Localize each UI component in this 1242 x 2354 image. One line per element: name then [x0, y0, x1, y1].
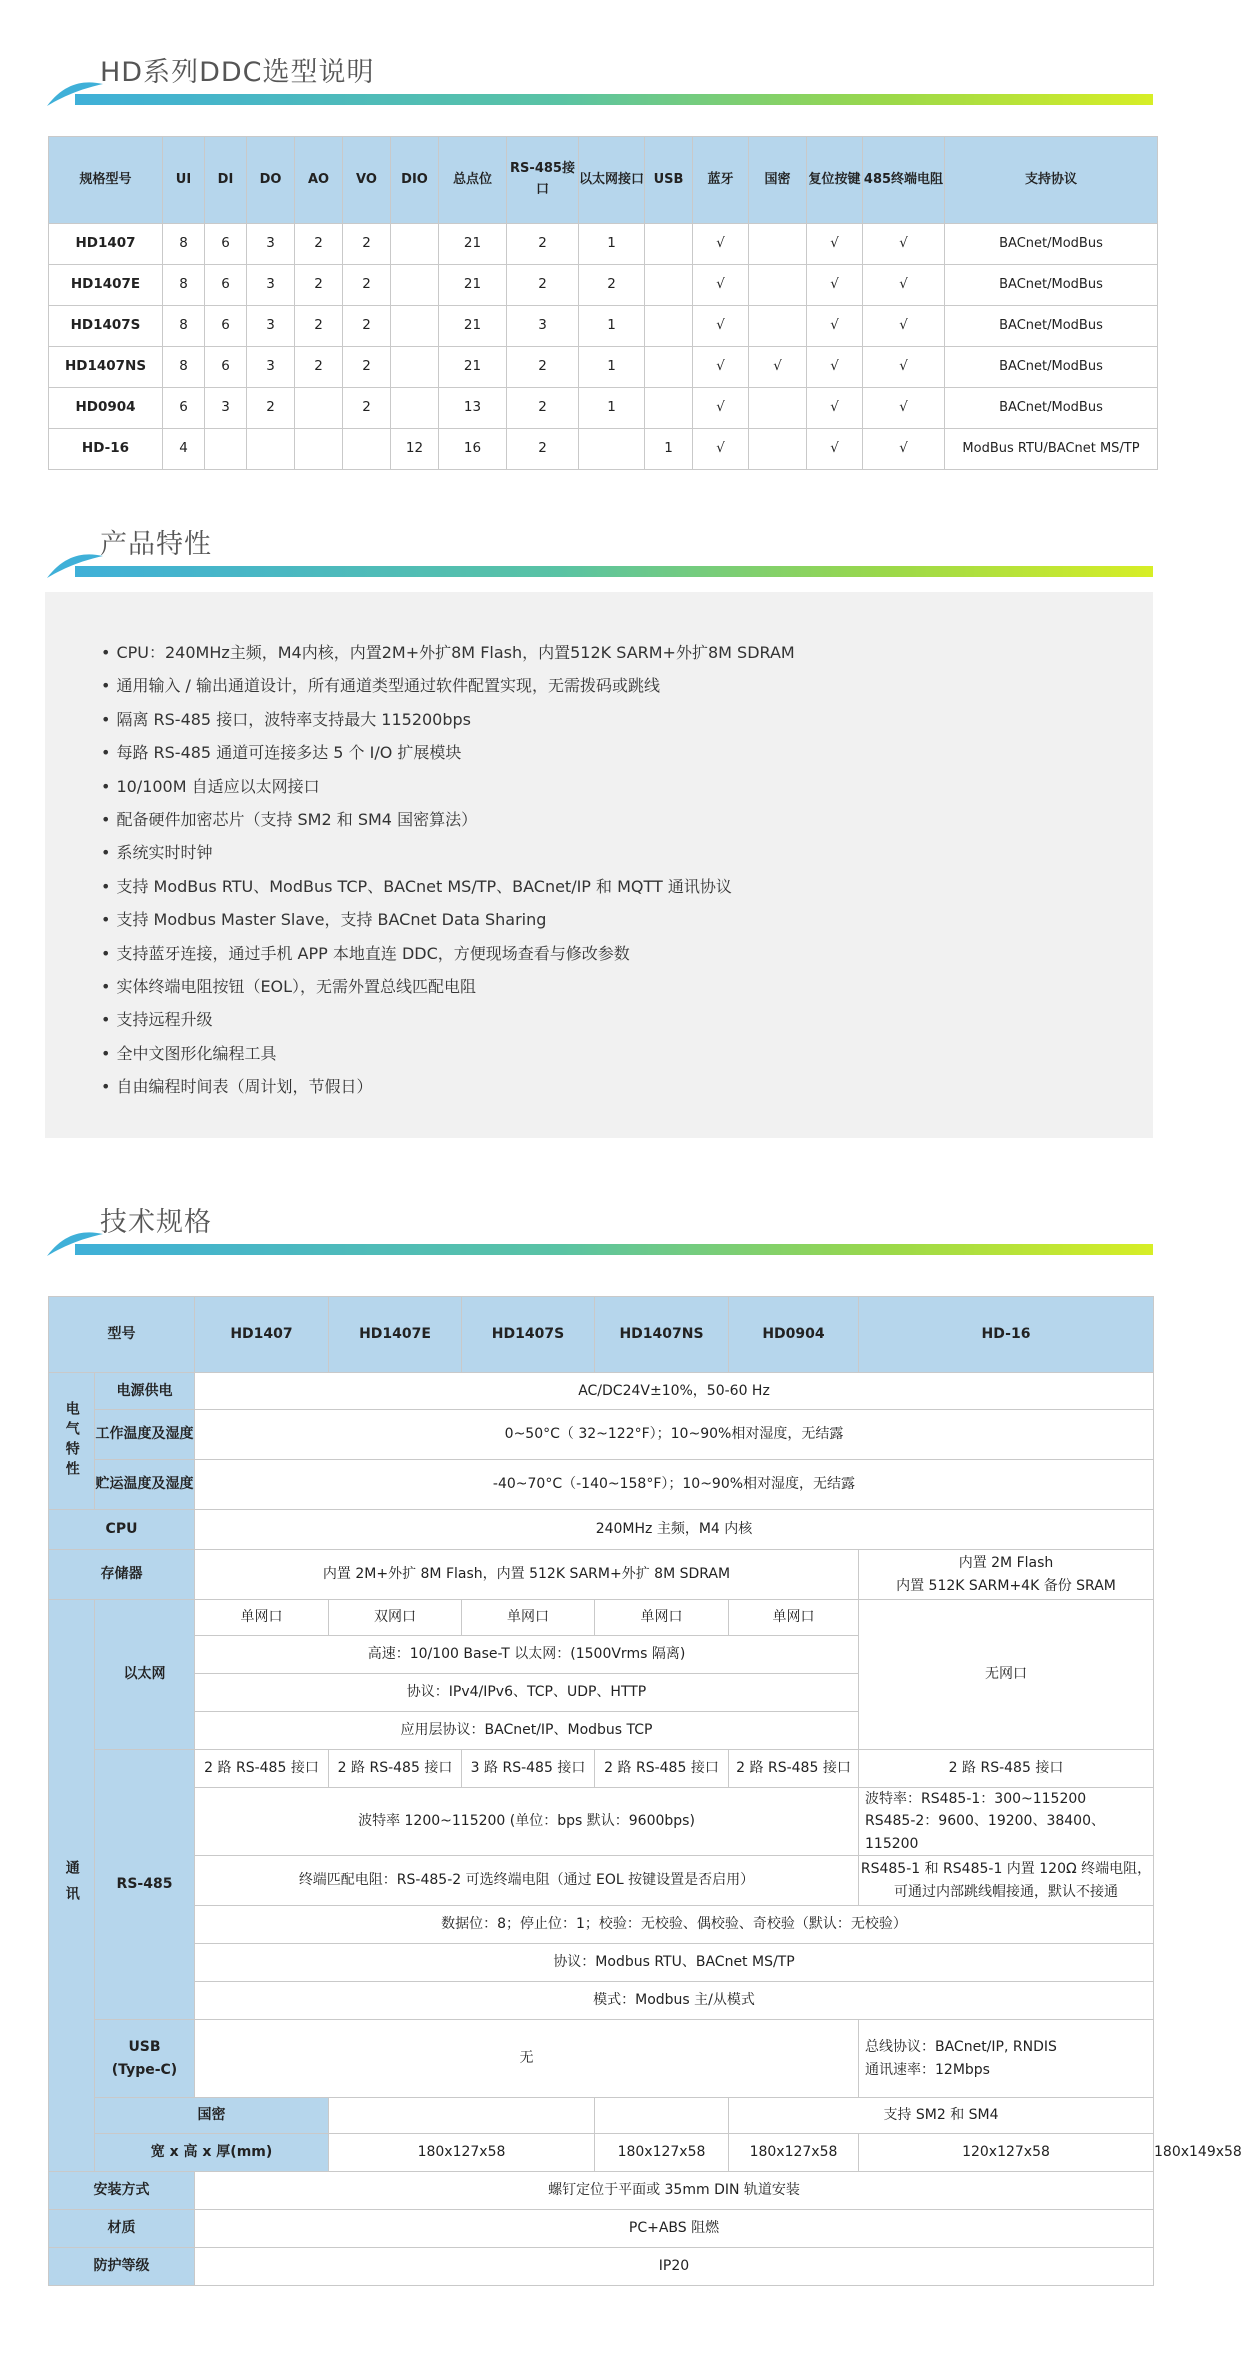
table-cell: √ [863, 388, 945, 429]
table-cell: 21 [439, 347, 507, 388]
table-header: DO [247, 137, 295, 224]
table-header: 国密 [749, 137, 807, 224]
table-cell: 2 [295, 265, 343, 306]
table-cell: √ [863, 347, 945, 388]
model-cell: HD-16 [49, 429, 163, 470]
eth-port: 双网口 [329, 1600, 462, 1636]
feature-item: • 自由编程时间表（周计划，节假日） [101, 1070, 795, 1103]
table-cell: 2 [507, 265, 579, 306]
st-temp-value: -40~70°C（-140~158°F）；10~90%相对湿度，无结露 [195, 1460, 1154, 1510]
table-cell: 2 [295, 224, 343, 265]
table-cell: 21 [439, 265, 507, 306]
table-cell: √ [749, 347, 807, 388]
rs485-baud: 波特率 1200~115200 (单位：bps 默认：9600bps) [195, 1788, 859, 1856]
eth-speed: 高速：10/100 Base-T 以太网：(1500Vrms 隔离) [195, 1636, 859, 1674]
rs485-proto: 协议：Modbus RTU、BACnet MS/TP [195, 1944, 1154, 1982]
table-cell: √ [693, 429, 749, 470]
feature-item: • 支持远程升级 [101, 1003, 795, 1036]
table-header: 485终端电阻 [863, 137, 945, 224]
table-cell [391, 265, 439, 306]
table-cell [391, 224, 439, 265]
table-row [49, 388, 1158, 429]
cpu-label: CPU [49, 1510, 195, 1550]
rs485-port: 3 路 RS-485 接口 [462, 1750, 595, 1788]
spec-model: HD0904 [729, 1297, 859, 1373]
table-cell: √ [693, 388, 749, 429]
table-header: 复位按键 [807, 137, 863, 224]
table-header: USB [645, 137, 693, 224]
table-cell: 1 [579, 388, 645, 429]
model-cell: HD1407NS [49, 347, 163, 388]
electrical-label: 电气特性 [49, 1373, 95, 1510]
spec-model: HD1407S [462, 1297, 595, 1373]
dims-value: 180x127x58 [329, 2134, 595, 2172]
term-line: RS485-1 和 RS485-1 内置 120Ω 终端电阻， [860, 1861, 1152, 1878]
table-cell: 8 [163, 347, 205, 388]
spec-model: HD1407 [195, 1297, 329, 1373]
section-title: 产品特性 [100, 529, 212, 560]
storage-value-hd16 [859, 1550, 1154, 1600]
table-cell: √ [807, 388, 863, 429]
cpu-value: 240MHz 主频，M4 内核 [195, 1510, 1154, 1550]
storage-line: 内置 512K SARM+4K 备份 SRAM [896, 1577, 1116, 1594]
table-cell: 3 [247, 347, 295, 388]
usb-label [95, 2020, 195, 2098]
table-cell [749, 265, 807, 306]
eth-port: 单网口 [729, 1600, 859, 1636]
usb-line: 通讯速率：12Mbps [865, 2061, 990, 2078]
table-cell: √ [807, 306, 863, 347]
gradient-bar [75, 566, 1153, 577]
table-cell: 2 [507, 224, 579, 265]
table-row [49, 265, 1158, 306]
dims-label: 宽 x 高 x 厚(mm) [95, 2134, 329, 2172]
usb-value: 无 [195, 2020, 859, 2098]
feature-item: • 隔离 RS-485 接口，波特率支持最大 115200bps [101, 703, 795, 736]
feature-list [101, 636, 795, 1103]
table-header: UI [163, 137, 205, 224]
feature-item: • 支持 Modbus Master Slave，支持 BACnet Data Sharing [101, 903, 795, 936]
spec-model: HD1407E [329, 1297, 462, 1373]
protect-value: IP20 [195, 2248, 1154, 2286]
table-cell [645, 224, 693, 265]
table-cell [205, 429, 247, 470]
table-cell: 1 [579, 306, 645, 347]
table-cell: 2 [507, 347, 579, 388]
rs485-port: 2 路 RS-485 接口 [729, 1750, 859, 1788]
table-cell: 2 [295, 347, 343, 388]
table-row [49, 306, 1158, 347]
gm-cell [595, 2098, 729, 2134]
table-cell [645, 388, 693, 429]
feature-item: • 支持蓝牙连接，通过手机 APP 本地直连 DDC，方便现场查看与修改参数 [101, 937, 795, 970]
table-cell [645, 265, 693, 306]
table-cell: 2 [295, 306, 343, 347]
table-cell: 6 [205, 347, 247, 388]
baud-line: RS485-2：9600、19200、38400、115200 [865, 1813, 1105, 1852]
table-cell: 21 [439, 224, 507, 265]
model-cell: HD0904 [49, 388, 163, 429]
spec-model: HD1407NS [595, 1297, 729, 1373]
table-header: VO [343, 137, 391, 224]
gm-label: 国密 [95, 2098, 329, 2134]
rs485-term: 终端匹配电阻：RS-485-2 可选终端电阻（通过 EOL 按键设置是否启用） [195, 1856, 859, 1906]
table-cell [749, 429, 807, 470]
table-cell: 2 [343, 265, 391, 306]
rs485-port: 2 路 RS-485 接口 [195, 1750, 329, 1788]
specs-table: 型号 HD1407 HD1407E HD1407S HD1407NS HD0904 HD-16 电气特性 电源供电 AC/DC24V±10%，50-60 Hz 工作温度及湿度 0~50°C（ 32~122°F）；10~90%相对湿度，无结露 贮运温度及湿度 -40~70°C（-140~158°F）；10~90%相对湿度，无结露 CPU 240MHz 主频，M4 内核 存储器 内置 2M+外扩 8M Flash，内置 512K SARM+外扩 8M SDRAM 内置 2M Flash 内置 512K SARM+4K 备份 SRAM 通讯 以太网 单网口 双网口 单网口 单网口 单网口 无网口 高速：10/100 Base-T 以太网：(1500Vrms 隔离) 协议：IPv4/IPv6、TCP、UDP、HTTP 应用层协议：BACnet/IP、Modbus TCP RS-485 2 路 RS-485 接口 2 路 RS-485 接口 3 路 RS-485 接口 2 路 RS-485 接口 2 路 RS-485 接口 2 路 RS-485 接口 波特率 1200~115200 (单位：bps 默认：9600bps) 波特率：RS485-1：300~115200 RS485-2：9600、19200、38400、115200 终端匹配电阻：RS-485-2 可选终端电阻（通过 EOL 按键设置是否启用） RS485-1 和 RS485-1 内置 120Ω 终端电阻， 可通过内部跳线帽接通，默认不接通 数据位：8；停止位：1；校验：无校验、偶校验、奇校验（默认：无校验） 协议：Modbus RTU、BACnet MS/TP 模式：Modbus 主/从模式 USB (Type-C) 无 总线协议：BACnet/IP, RNDIS 通讯速率：12Mbps 国密 支持 SM2 和 SM4 宽 x 高 x 厚(mm) 180x127x58 180x127x58 180x127x58 120x127x58 180x149x58 安装方式 螺钉定位于平面或 35mm DIN 轨道安装 材质 PC+ABS 阻燃 防护等级 IP20 [48, 1296, 1154, 2286]
table-cell: BACnet/ModBus [945, 265, 1158, 306]
eth-port: 单网口 [462, 1600, 595, 1636]
gradient-bar [75, 1244, 1153, 1255]
table-cell: 1 [645, 429, 693, 470]
table-cell [247, 429, 295, 470]
table-cell: 12 [391, 429, 439, 470]
table-cell: BACnet/ModBus [945, 347, 1158, 388]
eth-proto: 协议：IPv4/IPv6、TCP、UDP、HTTP [195, 1674, 859, 1712]
table-cell: BACnet/ModBus [945, 224, 1158, 265]
table-cell: 2 [343, 388, 391, 429]
section-title: 技术规格 [100, 1207, 212, 1238]
features-panel [45, 592, 1153, 1138]
op-temp-label: 工作温度及湿度 [95, 1410, 195, 1460]
table-header: 总点位 [439, 137, 507, 224]
table-cell [391, 388, 439, 429]
specs-section-header [45, 1200, 1153, 1260]
rs485-mode: 模式：Modbus 主/从模式 [195, 1982, 1154, 2020]
table-cell: 3 [507, 306, 579, 347]
table-cell: 8 [163, 306, 205, 347]
table-cell [749, 224, 807, 265]
table-cell [391, 306, 439, 347]
gm-value: 支持 SM2 和 SM4 [729, 2098, 1154, 2134]
table-header: DIO [391, 137, 439, 224]
feature-item: • CPU：240MHz主频，M4内核，内置2M+外扩8M Flash，内置512K SARM+外扩8M SDRAM [101, 636, 795, 669]
table-cell: 4 [163, 429, 205, 470]
model-cell: HD1407 [49, 224, 163, 265]
table-cell: 6 [163, 388, 205, 429]
table-cell: 8 [163, 265, 205, 306]
table-cell: 3 [247, 224, 295, 265]
table-cell [749, 306, 807, 347]
table-cell [749, 388, 807, 429]
feature-item: • 10/100M 自适应以太网接口 [101, 770, 795, 803]
features-section-header [45, 522, 1153, 582]
power-label: 电源供电 [95, 1373, 195, 1410]
rs485-baud-hd16 [859, 1788, 1154, 1856]
table-cell: 8 [163, 224, 205, 265]
dims-value: 180x127x58 [729, 2134, 859, 2172]
ethernet-label: 以太网 [95, 1600, 195, 1750]
selection-table [48, 136, 1158, 470]
feature-item: • 每路 RS-485 通道可连接多达 5 个 I/O 扩展模块 [101, 736, 795, 769]
install-value: 螺钉定位于平面或 35mm DIN 轨道安装 [195, 2172, 1154, 2210]
eth-port: 单网口 [595, 1600, 729, 1636]
gm-cell [329, 2098, 595, 2134]
dims-value: 180x127x58 [595, 2134, 729, 2172]
table-cell: √ [693, 224, 749, 265]
table-cell: 1 [579, 347, 645, 388]
usb-label-line: USB [128, 2039, 161, 2056]
table-cell [343, 429, 391, 470]
rs485-data: 数据位：8；停止位：1；校验：无校验、偶校验、奇校验（默认：无校验） [195, 1906, 1154, 1944]
usb-line: 总线协议：BACnet/IP, RNDIS [865, 2039, 1057, 2056]
table-header: AO [295, 137, 343, 224]
table-cell [295, 388, 343, 429]
table-cell: BACnet/ModBus [945, 388, 1158, 429]
table-cell: 2 [507, 388, 579, 429]
table-cell: 1 [579, 224, 645, 265]
table-header: RS-485接口 [507, 137, 579, 224]
usb-hd16 [859, 2020, 1154, 2098]
feature-item: • 配备硬件加密芯片（支持 SM2 和 SM4 国密算法） [101, 803, 795, 836]
selection-section-header [45, 50, 1153, 110]
st-temp-label: 贮运温度及湿度 [95, 1460, 195, 1510]
baud-line: 波特率：RS485-1：300~115200 [865, 1791, 1087, 1807]
term-line: 可通过内部跳线帽接通，默认不接通 [894, 1883, 1118, 1900]
spec-model: HD-16 [859, 1297, 1154, 1373]
rs485-port: 2 路 RS-485 接口 [859, 1750, 1154, 1788]
dims-value: 120x127x58 [859, 2134, 1154, 2172]
table-row [49, 429, 1158, 470]
table-cell: √ [863, 265, 945, 306]
table-cell: 21 [439, 306, 507, 347]
table-cell: √ [863, 224, 945, 265]
table-cell: 3 [247, 306, 295, 347]
table-cell [645, 306, 693, 347]
protect-label: 防护等级 [49, 2248, 195, 2286]
storage-label: 存储器 [49, 1550, 195, 1600]
table-cell: 2 [343, 347, 391, 388]
feature-item: • 全中文图形化编程工具 [101, 1037, 795, 1070]
rs485-label: RS-485 [95, 1750, 195, 2020]
feature-item: • 实体终端电阻按钮（EOL），无需外置总线匹配电阻 [101, 970, 795, 1003]
table-cell: 6 [205, 306, 247, 347]
table-cell: √ [863, 429, 945, 470]
table-header: 以太网接口 [579, 137, 645, 224]
op-temp-value: 0~50°C（ 32~122°F）；10~90%相对湿度，无结露 [195, 1410, 1154, 1460]
gradient-bar [75, 94, 1153, 105]
storage-line: 内置 2M Flash [958, 1555, 1054, 1572]
table-cell: 16 [439, 429, 507, 470]
table-cell: √ [693, 347, 749, 388]
table-cell: 2 [247, 388, 295, 429]
rs485-term-hd16 [859, 1856, 1154, 1906]
table-cell: 13 [439, 388, 507, 429]
table-row [49, 347, 1158, 388]
table-header: DI [205, 137, 247, 224]
eth-hd16: 无网口 [859, 1600, 1154, 1750]
table-cell: 6 [205, 265, 247, 306]
table-cell: 2 [343, 224, 391, 265]
table-cell: 6 [205, 224, 247, 265]
table-cell: √ [807, 429, 863, 470]
table-cell: ModBus RTU/BACnet MS/TP [945, 429, 1158, 470]
material-value: PC+ABS 阻燃 [195, 2210, 1154, 2248]
table-header: 蓝牙 [693, 137, 749, 224]
table-cell [645, 347, 693, 388]
table-cell: √ [693, 265, 749, 306]
table-cell: 2 [579, 265, 645, 306]
eth-app: 应用层协议：BACnet/IP、Modbus TCP [195, 1712, 859, 1750]
feature-item: • 系统实时时钟 [101, 836, 795, 869]
table-cell: √ [807, 265, 863, 306]
feature-item: • 通用输入 / 输出通道设计，所有通道类型通过软件配置实现，无需拨码或跳线 [101, 669, 795, 702]
table-cell: √ [693, 306, 749, 347]
spec-model-label: 型号 [49, 1297, 195, 1373]
storage-value: 内置 2M+外扩 8M Flash，内置 512K SARM+外扩 8M SDRAM [195, 1550, 859, 1600]
table-cell: √ [807, 347, 863, 388]
install-label: 安装方式 [49, 2172, 195, 2210]
table-cell: 2 [343, 306, 391, 347]
table-cell [579, 429, 645, 470]
table-cell: √ [807, 224, 863, 265]
rs485-port: 2 路 RS-485 接口 [329, 1750, 462, 1788]
table-cell: 3 [205, 388, 247, 429]
table-cell [295, 429, 343, 470]
power-value: AC/DC24V±10%，50-60 Hz [195, 1373, 1154, 1410]
table-cell [391, 347, 439, 388]
material-label: 材质 [49, 2210, 195, 2248]
rs485-port: 2 路 RS-485 接口 [595, 1750, 729, 1788]
comm-label: 通讯 [49, 1600, 95, 2172]
table-header: 规格型号 [49, 137, 163, 224]
section-title: HD系列DDC选型说明 [100, 57, 375, 88]
feature-item: • 支持 ModBus RTU、ModBus TCP、BACnet MS/TP、BACnet/IP 和 MQTT 通讯协议 [101, 870, 795, 903]
usb-label-line: (Type-C) [111, 2061, 178, 2078]
table-cell: 3 [247, 265, 295, 306]
table-cell: √ [863, 306, 945, 347]
table-cell: BACnet/ModBus [945, 306, 1158, 347]
table-row [49, 224, 1158, 265]
table-cell: 2 [507, 429, 579, 470]
eth-port: 单网口 [195, 1600, 329, 1636]
table-header: 支持协议 [945, 137, 1158, 224]
model-cell: HD1407S [49, 306, 163, 347]
model-cell: HD1407E [49, 265, 163, 306]
